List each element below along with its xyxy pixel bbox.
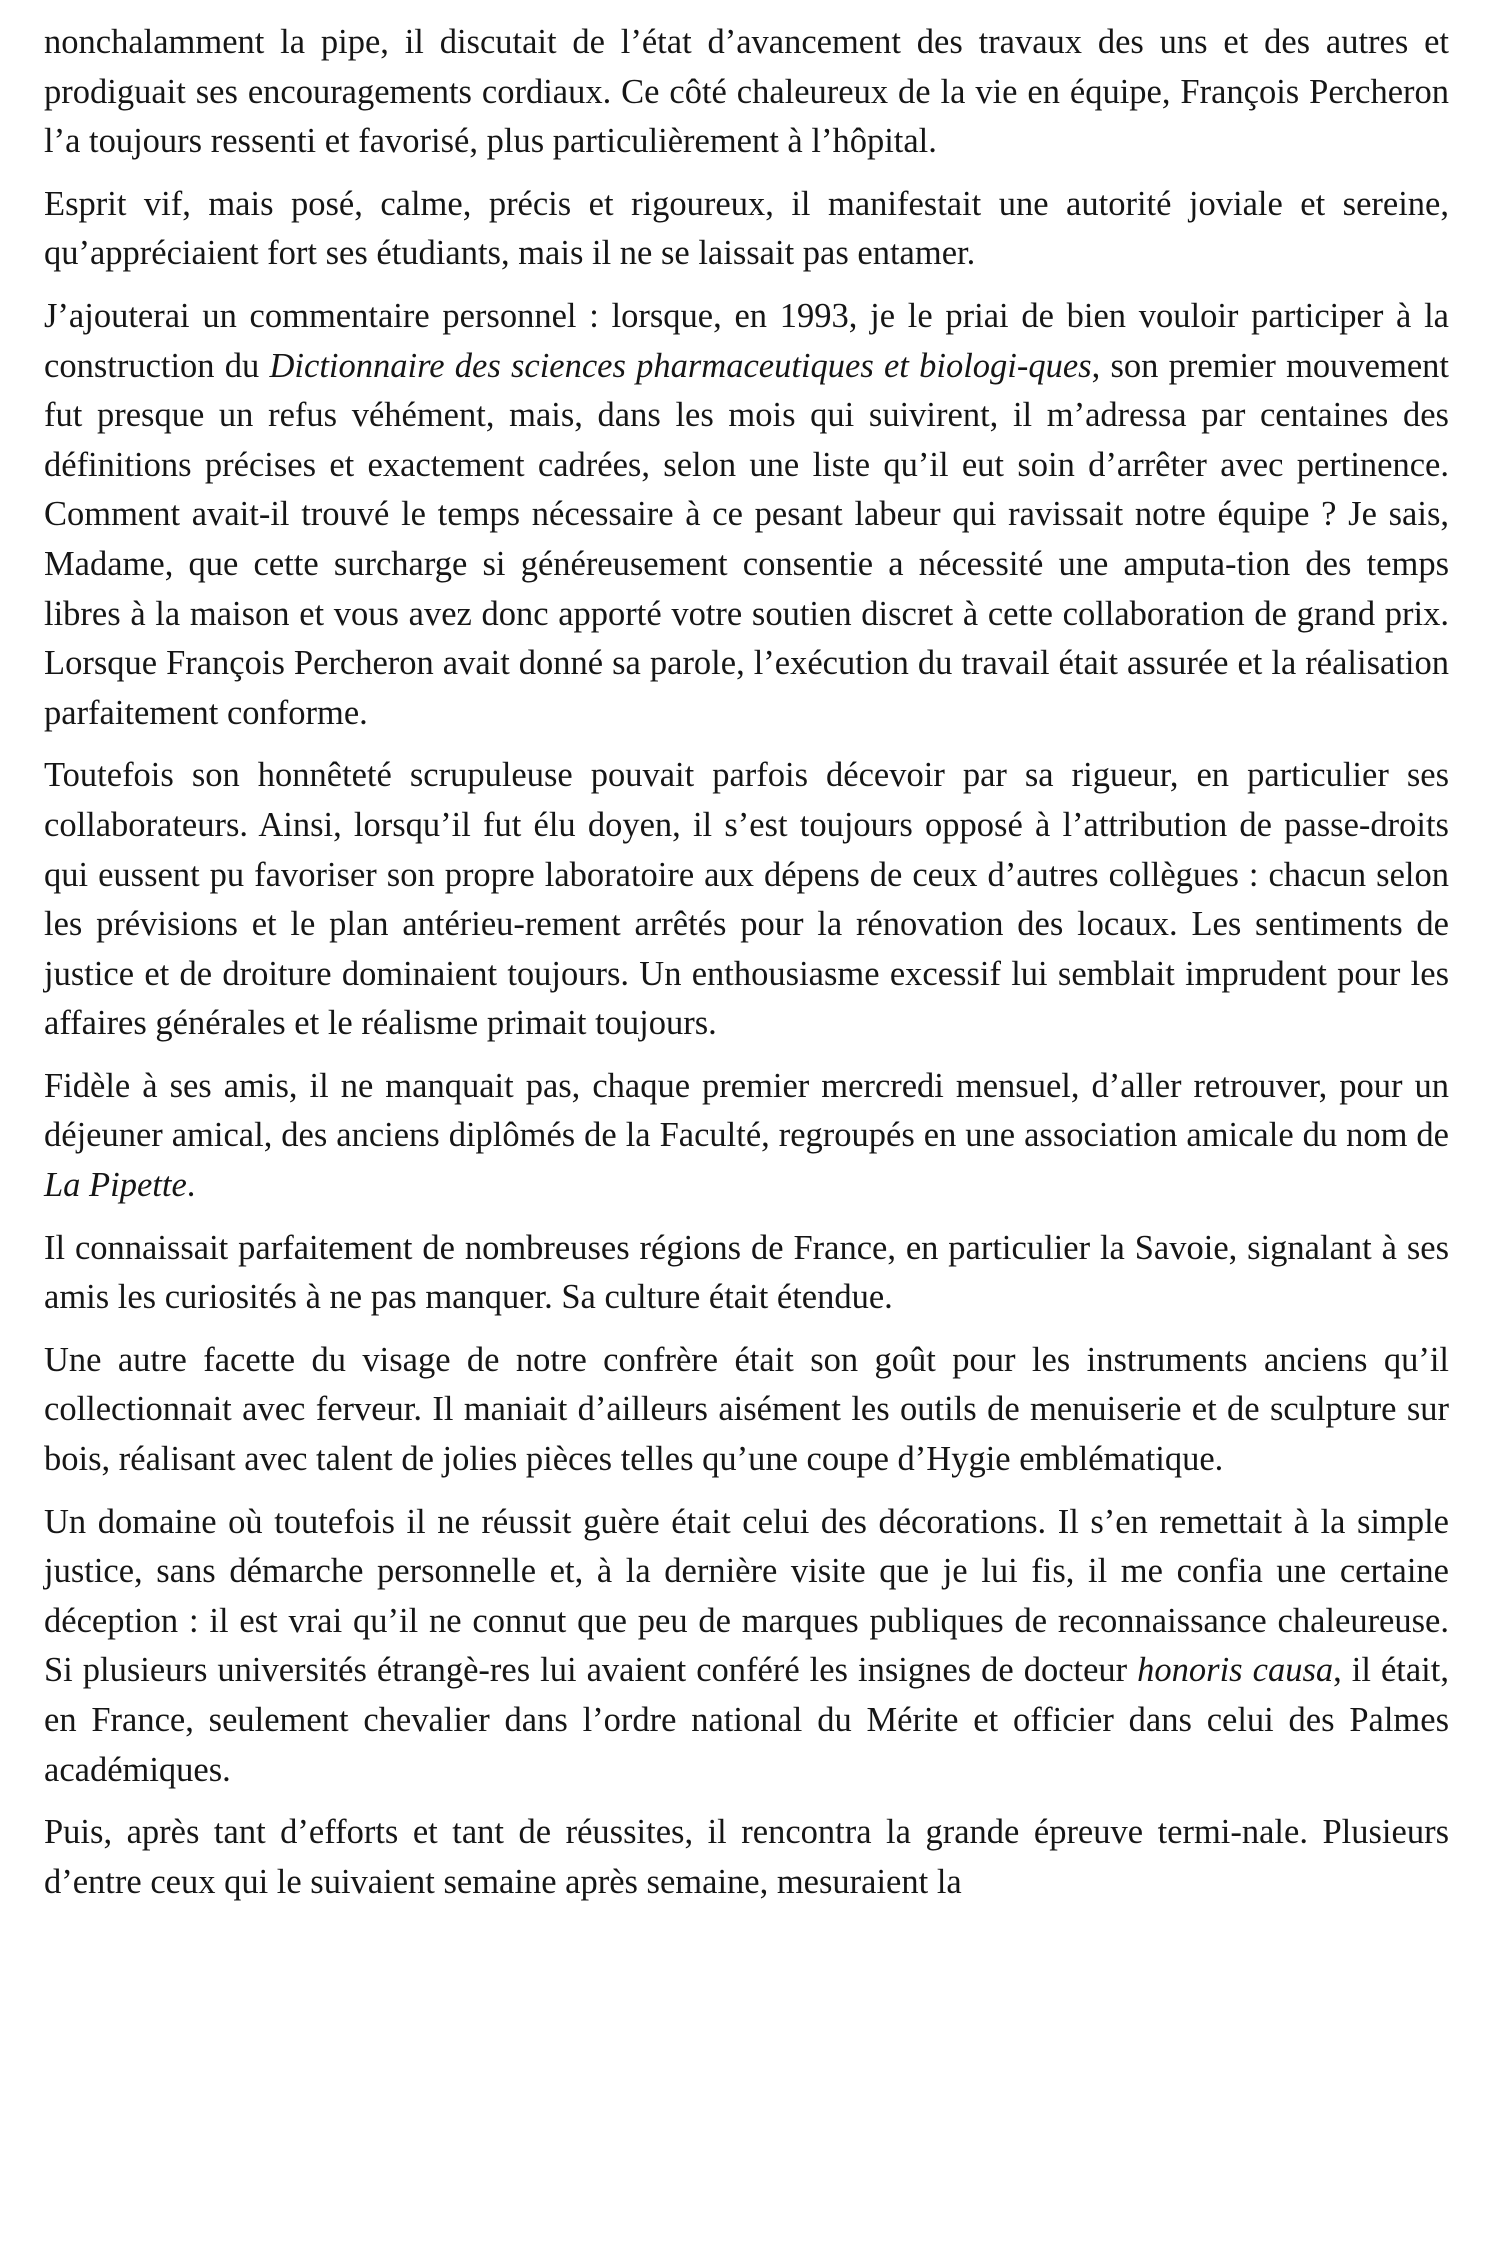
document-page bbox=[44, 18, 1449, 1907]
paragraph-text: nonchalamment la pipe, il discutait de l’état d’avancement des travaux des uns et des autres et prodiguait ses encouragements cordiaux. Ce côté chaleureux de la vie en équipe, François Percheron l’a toujours ressenti et favorisé, plus particulièrement à l’hôpital. bbox=[44, 23, 1449, 161]
body-paragraph bbox=[44, 1498, 1449, 1796]
paragraph-text: Un domaine où toutefois il ne réussit guère était celui des décorations. Il s’en remettait à la simple justice, sans démarche personnelle et, à la dernière visite que je lui fis, il me confia une certaine déception : il est vrai qu’il ne connut que peu de marques publiques de reconnaissance chaleureuse. Si plusieurs universités étrangè-res lui avaient conféré les insignes de docteur bbox=[44, 1502, 1449, 1690]
paragraph-text: , son premier mouvement fut presque un refus véhément, mais, dans les mois qui suivirent, il m’adressa par centaines des définitions précises et exactement cadrées, selon une liste qu’il eut soin d’arrêter avec pertinence. Comment avait-il trouvé le temps nécessaire à ce pesant labeur qui ravissait notre équipe ? Je sais, Madame, que cette surcharge si généreusement consentie a nécessité une amputa-tion des temps libres à la maison et vous avez donc apporté votre soutien discret à cette collaboration de grand prix. Lorsque François Percheron avait donné sa parole, l’exécution du travail était assurée et la réalisation parfaitement conforme. bbox=[44, 346, 1449, 732]
body-paragraph bbox=[44, 1336, 1449, 1485]
body-paragraph bbox=[44, 1808, 1449, 1907]
paragraph-text: J’ajouterai un commentaire personnel : lorsque, en 1993, je le priai de bien vouloir participer à la construction du bbox=[44, 296, 1449, 385]
italic-title-text: honoris causa bbox=[1137, 1651, 1334, 1690]
body-paragraph bbox=[44, 1224, 1449, 1323]
paragraph-text: Esprit vif, mais posé, calme, précis et rigoureux, il manifestait une autorité joviale et sereine, qu’appréciaient fort ses étudiants, mais il ne se laissait pas entamer. bbox=[44, 184, 1449, 273]
paragraph-text: Puis, après tant d’efforts et tant de réussites, il rencontra la grande épreuve termi-nale. Plusieurs d’entre ceux qui le suivaient semaine après semaine, mesuraient la bbox=[44, 1813, 1449, 1901]
body-paragraph bbox=[44, 751, 1449, 1049]
paragraph-text: Toutefois son honnêteté scrupuleuse pouvait parfois décevoir par sa rigueur, en particulier ses collaborateurs. Ainsi, lorsqu’il fut élu doyen, il s’est toujours opposé à l’attribution de passe-droits qui eussent pu favoriser son propre laboratoire aux dépens de ceux d’autres collègues : chacun selon les prévisions et le plan antérieu-rement arrêtés pour la rénovation des locaux. Les sentiments de justice et de droiture dominaient toujours. Un enthousiasme excessif lui semblait imprudent pour les affaires générales et le réalisme primait toujours. bbox=[44, 756, 1449, 1043]
body-paragraph bbox=[44, 180, 1449, 279]
paragraph-text: Fidèle à ses amis, il ne manquait pas, chaque premier mercredi mensuel, d’aller retrouver, pour un déjeuner amical, des anciens diplômés de la Faculté, regroupés en une association amicale du nom de bbox=[44, 1066, 1449, 1155]
body-paragraph bbox=[44, 1062, 1449, 1211]
body-paragraph bbox=[44, 292, 1449, 738]
paragraph-text: . bbox=[186, 1166, 196, 1205]
italic-title-text: La Pipette bbox=[44, 1166, 187, 1205]
paragraph-text: Une autre facette du visage de notre confrère était son goût pour les instruments anciens qu’il collectionnait avec ferveur. Il maniait d’ailleurs aisément les outils de menuiserie et de sculpture sur bois, réalisant avec talent de jolies pièces telles qu’une coupe d’Hygie emblématique. bbox=[44, 1340, 1449, 1479]
italic-title-text: Dictionnaire des sciences pharmaceutiques et biologi-ques bbox=[269, 346, 1092, 385]
paragraph-text: Il connaissait parfaitement de nombreuses régions de France, en particulier la Savoie, signalant à ses amis les curiosités à ne pas manquer. Sa culture était étendue. bbox=[44, 1228, 1449, 1317]
paragraph-text: , il était, en France, seulement chevalier dans l’ordre national du Mérite et officier dans celui des Palmes académiques. bbox=[44, 1651, 1449, 1789]
body-paragraph bbox=[44, 18, 1449, 167]
